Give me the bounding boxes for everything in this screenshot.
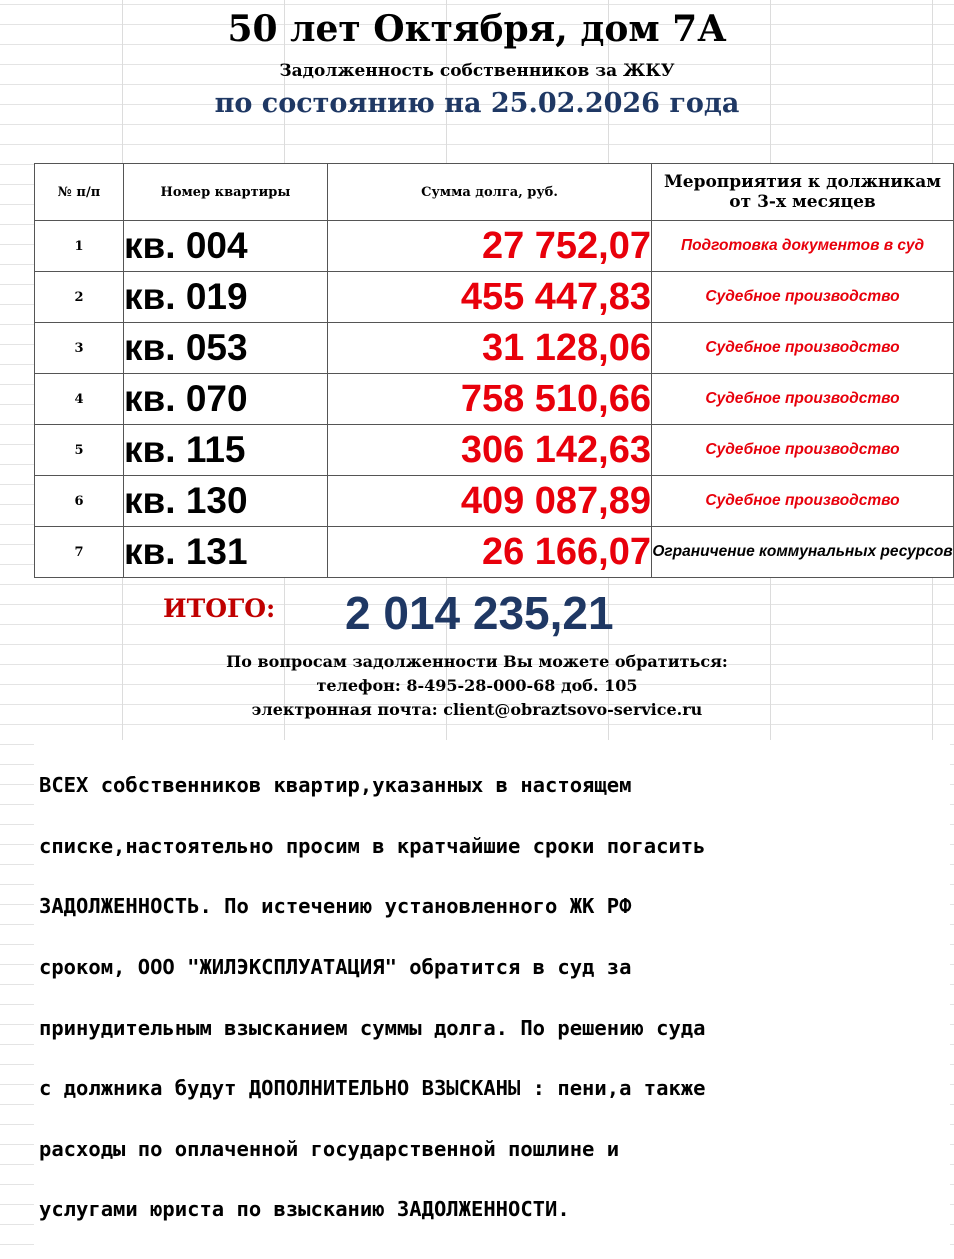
notice-line: с должника будут ДОПОЛНИТЕЛЬНО ВЗЫСКАНЫ : пени,а также: [39, 1076, 706, 1101]
apartment-number: кв. 019: [124, 272, 328, 323]
apartment-number: кв. 004: [124, 221, 328, 272]
table-row: [35, 221, 954, 272]
debt-amount: 758 510,66: [328, 374, 652, 425]
column-header-apartment: Номер квартиры: [124, 164, 328, 221]
row-number: 5: [35, 425, 124, 476]
notice-line: расходы по оплаченной государственной пошлине и: [39, 1136, 620, 1161]
page-subtitle: Задолженность собственников за ЖКУ: [279, 61, 675, 81]
row-number: 1: [35, 221, 124, 272]
row-number: 4: [35, 374, 124, 425]
debt-amount: 306 142,63: [328, 425, 652, 476]
apartment-number: кв. 053: [124, 323, 328, 374]
table-header-row: [35, 164, 954, 221]
notice-line: услугами юриста по взысканию ЗАДОЛЖЕННОСТИ.: [39, 1197, 570, 1222]
apartment-number: кв. 130: [124, 476, 328, 527]
total-label: ИТОГО:: [163, 594, 276, 623]
table-row: [35, 527, 954, 578]
column-header-action-text: Мероприятия к должникам от 3-х месяцев: [663, 172, 942, 212]
debt-amount: 27 752,07: [328, 221, 652, 272]
page-title: 50 лет Октября, дом 7А: [227, 8, 727, 50]
table-row: [35, 323, 954, 374]
column-header-action: [652, 164, 954, 221]
row-number: 2: [35, 272, 124, 323]
notice-line: списке,настоятельно просим в кратчайшие сроки погасить: [39, 833, 706, 858]
notice-line: сроком, ООО "ЖИЛЭКСПЛУАТАЦИЯ" обратится в суд за: [39, 955, 632, 980]
report-date: по состоянию на 25.02.2026 года: [214, 88, 740, 119]
table-row: [35, 425, 954, 476]
notice-line: ВСЕХ собственников квартир,указанных в настоящем: [39, 773, 632, 798]
debt-action: Ограничение коммунальных ресурсов: [652, 527, 954, 578]
contact-intro: По вопросам задолженности Вы можете обратиться:: [226, 652, 728, 671]
notice-line: ЗАДОЛЖЕННОСТЬ. По истечению установленного ЖК РФ: [39, 894, 632, 919]
contact-email: электронная почта: client@obraztsovo-service.ru: [251, 700, 703, 719]
row-number: 3: [35, 323, 124, 374]
apartment-number: кв. 131: [124, 527, 328, 578]
contact-phone: телефон: 8-495-28-000-68 доб. 105: [316, 676, 638, 695]
apartment-number: кв. 070: [124, 374, 328, 425]
column-header-number: № п/п: [35, 164, 124, 221]
row-number: 6: [35, 476, 124, 527]
debt-action: Подготовка документов в суд: [652, 221, 954, 272]
debt-amount: 409 087,89: [328, 476, 652, 527]
table-row: [35, 374, 954, 425]
debt-action: Судебное производство: [652, 323, 954, 374]
debt-action: Судебное производство: [652, 272, 954, 323]
debt-table: [34, 163, 954, 578]
debt-action: Судебное производство: [652, 476, 954, 527]
debt-amount: 26 166,07: [328, 527, 652, 578]
table-row: [35, 272, 954, 323]
debt-notice: [34, 740, 950, 1259]
column-header-debt: Сумма долга, руб.: [328, 164, 652, 221]
debt-amount: 31 128,06: [328, 323, 652, 374]
apartment-number: кв. 115: [124, 425, 328, 476]
total-amount: 2 014 235,21: [345, 587, 614, 639]
debt-action: Судебное производство: [652, 425, 954, 476]
notice-line: принудительным взысканием суммы долга. По решению суда: [39, 1015, 706, 1040]
debt-action: Судебное производство: [652, 374, 954, 425]
debt-amount: 455 447,83: [328, 272, 652, 323]
row-number: 7: [35, 527, 124, 578]
table-row: [35, 476, 954, 527]
